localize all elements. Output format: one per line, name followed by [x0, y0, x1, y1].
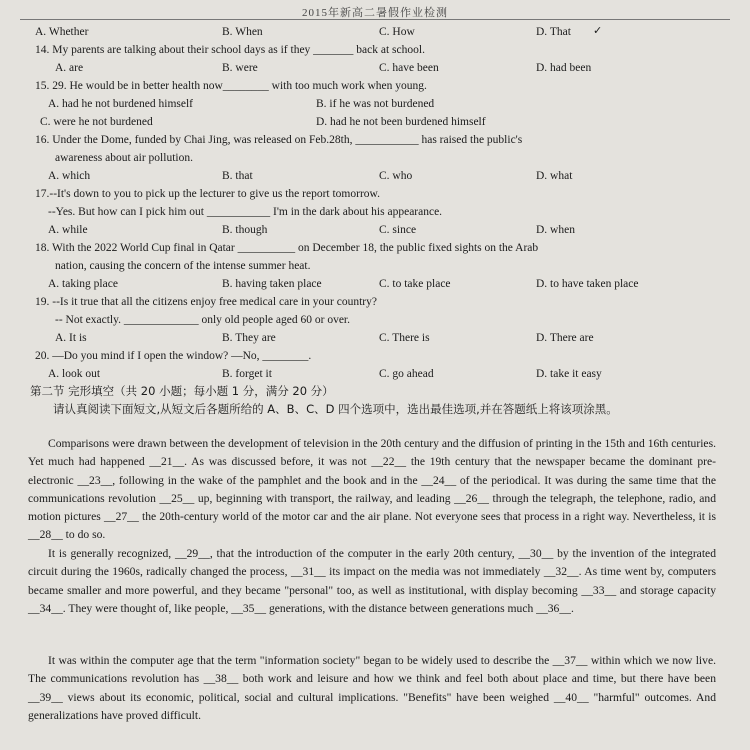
q20-option-c: C. go ahead [379, 368, 434, 380]
q17-option-c: C. since [379, 224, 417, 236]
q18-option-d: D. to have taken place [536, 278, 639, 290]
q16-stem-line2: awareness about air pollution. [55, 152, 193, 164]
q19-option-c: C. There is [379, 332, 430, 344]
q14-option-b: B. were [222, 62, 258, 74]
header-divider [20, 19, 730, 20]
q20-option-d: D. take it easy [536, 368, 602, 380]
q18-option-a: A. taking place [48, 278, 118, 290]
q18-option-c: C. to take place [379, 278, 451, 290]
q16-stem-line1: 16. Under the Dome, funded by Chai Jing, was released on Feb.28th, ___________ has raised the public's [35, 134, 523, 146]
q14-option-d: D. had been [536, 62, 592, 74]
q14-stem: 14. My parents are talking about their school days as if they _______ back at school. [35, 44, 425, 56]
q20-option-b: B. forget it [222, 368, 272, 380]
q17-stem-line1: 17.--It's down to you to pick up the lecturer to give us the report tomorrow. [35, 188, 380, 200]
pen-mark: ✓ [593, 25, 603, 37]
q16-option-b: B. that [222, 170, 253, 182]
q17-option-a: A. while [48, 224, 88, 236]
q19-stem-line2: -- Not exactly. _____________ only old people aged 60 or over. [55, 314, 350, 326]
section-title: 第二节 完形填空（共 20 小题；每小题 1 分，满分 20 分） [30, 384, 334, 398]
q19-stem-line1: 19. --Is it true that all the citizens enjoy free medical care in your country? [35, 296, 377, 308]
q15-option-d: D. had he not been burdened himself [316, 116, 486, 128]
q13-option-c: C. How [379, 26, 415, 38]
q19-option-b: B. They are [222, 332, 276, 344]
q20-option-a: A. look out [48, 368, 101, 380]
q17-option-d: D. when [536, 224, 575, 236]
page-header: 2015年新高二暑假作业检测 [302, 7, 448, 19]
q19-option-d: D. There are [536, 332, 594, 344]
q18-stem-line2: nation, causing the concern of the intense summer heat. [55, 260, 311, 272]
q15-stem: 15. 29. He would be in better health now________ with too much work when young. [35, 80, 427, 92]
q13-option-b: B. When [222, 26, 263, 38]
q15-option-c: C. were he not burdened [40, 116, 153, 128]
passage-paragraph-2: It is generally recognized, __29__, that the introduction of the computer in the early 20th century, __30__ by the invention of the integrated circuit during the 1960s, radically changed the process, __31__ its impact on the media was not immediately __32__. As time went by, computers became smaller and more powerful, and they became "personal" too, as well as institutional, with display becoming __33__ and storage capacity __34__. They were thought of, like people, __35__ generations, with the distance between generations much __36__. [28, 547, 716, 615]
q16-option-c: C. who [379, 170, 413, 182]
q14-option-a: A. are [55, 62, 84, 74]
q13-option-a: A. Whether [35, 26, 89, 38]
q18-option-b: B. having taken place [222, 278, 322, 290]
passage-paragraph-3: It was within the computer age that the term "information society" began to be widely used to describe the __37__ within which we now live. The communications revolution has __38__ both work and leisure and how we think and feel both about place and time, but there have been __39__ views about its economic, political, social and cultural implications. "Benefits" have been weighed __40__ "harmful" outcomes. And generalizations have proved difficult. [28, 654, 716, 722]
q15-option-b: B. if he was not burdened [316, 98, 435, 110]
q16-option-d: D. what [536, 170, 573, 182]
q17-stem-line2: --Yes. But how can I pick him out ___________ I'm in the dark about his appearance. [48, 206, 443, 218]
q16-option-a: A. which [48, 170, 91, 182]
q18-stem-line1: 18. With the 2022 World Cup final in Qatar __________ on December 18, the public fixed sights on the Arab [35, 242, 539, 254]
section-instructions: 请认真阅读下面短文,从短文后各题所给的 A、B、C、D 四个选项中，选出最佳选项,并在答题纸上将该项涂黑。 [53, 402, 618, 416]
q14-option-c: C. have been [379, 62, 439, 74]
q19-option-a: A. It is [55, 332, 87, 344]
q15-option-a: A. had he not burdened himself [48, 98, 193, 110]
q13-option-d: D. That [536, 26, 571, 38]
passage-paragraph-1: Comparisons were drawn between the development of television in the 20th century and the diffusion of printing in the 15th and 16th centuries. Yet much had happened __21__. As was discussed before, it was not __22__ the 19th century that the newspaper became the dominant pre-electronic __23__, following in the wake of the pamphlet and the book and in the __24__ of the periodical. It was during the same time that the communications revolution __25__ up, beginning with transport, the railway, and leading __26__ through the telegraph, the telephone, radio, and motion pictures __27__ the 20th-century world of the motor car and the air plane. Not everyone sees that process in a right way. Nevertheless, it is __28__ to do so. [28, 437, 716, 542]
q20-stem: 20. —Do you mind if I open the window? —No, ________. [35, 350, 312, 362]
q17-option-b: B. though [222, 224, 268, 236]
